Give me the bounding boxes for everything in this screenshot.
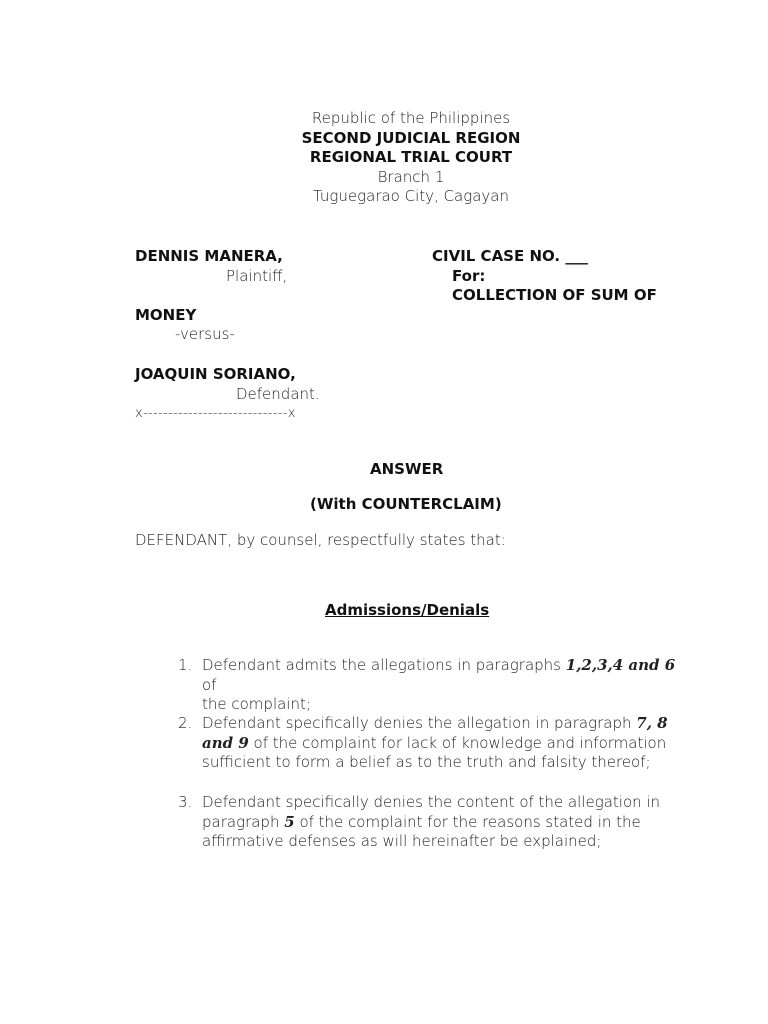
plaintiff-role: Plaintiff, (226, 267, 288, 285)
plaintiff-name: DENNIS MANERA, (135, 247, 283, 265)
caption-separator: x-----------------------------x (135, 406, 296, 421)
numbered-paragraph-2 (178, 714, 678, 773)
paragraph-text: of the complaint for the reasons stated in the (294, 812, 641, 831)
defendant-name: JOAQUIN SORIANO, (135, 365, 296, 383)
case-nature-line2: MONEY (135, 306, 197, 324)
court-heading (0, 109, 768, 207)
paragraph-reference: 1,2,3,4 and 6 (565, 656, 676, 674)
document-subtitle: (With COUNTERCLAIM) (310, 495, 502, 513)
region-line: SECOND JUDICIAL REGION (301, 128, 521, 147)
paragraph-number: 2. (178, 714, 193, 732)
paragraph-number: 3. (178, 793, 193, 811)
case-nature-line1: COLLECTION OF SUM OF (452, 286, 657, 304)
paragraph-text: Defendant admits the allegations in paragraphs (202, 656, 566, 674)
section-heading: Admissions/Denials (325, 601, 490, 619)
paragraph-text: paragraph (202, 812, 285, 831)
versus-text: -versus- (175, 325, 235, 343)
court-name-line: REGIONAL TRIAL COURT (309, 148, 513, 166)
paragraph-text: affirmative defenses as will hereinafter be explained; (202, 832, 602, 850)
paragraph-reference: and 9 (202, 733, 249, 752)
numbered-paragraph-1 (178, 656, 678, 715)
branch-line: Branch 1 (377, 167, 445, 186)
civil-case-number: CIVIL CASE NO. ___ (432, 247, 588, 265)
paragraph-number: 1. (178, 656, 193, 674)
paragraph-text: Defendant specifically denies the content of the allegation in (202, 793, 661, 811)
paragraph-reference: 7, 8 (636, 714, 668, 732)
for-label: For: (452, 267, 486, 285)
paragraph-text: of (202, 675, 217, 694)
defendant-role: Defendant. (236, 385, 320, 403)
paragraph-text: the complaint; (202, 695, 311, 713)
document-title: ANSWER (370, 460, 444, 478)
city-line: Tuguegarao City, Cagayan (313, 187, 509, 205)
intro-sentence: DEFENDANT, by counsel, respectfully states that: (135, 531, 506, 549)
republic-line: Republic of the Philippines (311, 109, 511, 127)
paragraph-reference: 5 (284, 812, 295, 831)
paragraph-text: of the complaint for lack of knowledge and information (248, 733, 667, 752)
paragraph-text: sufficient to form a belief as to the truth and falsity thereof; (202, 753, 651, 771)
numbered-paragraph-3 (178, 793, 678, 852)
paragraph-text: Defendant specifically denies the allegation in paragraph (202, 714, 637, 732)
